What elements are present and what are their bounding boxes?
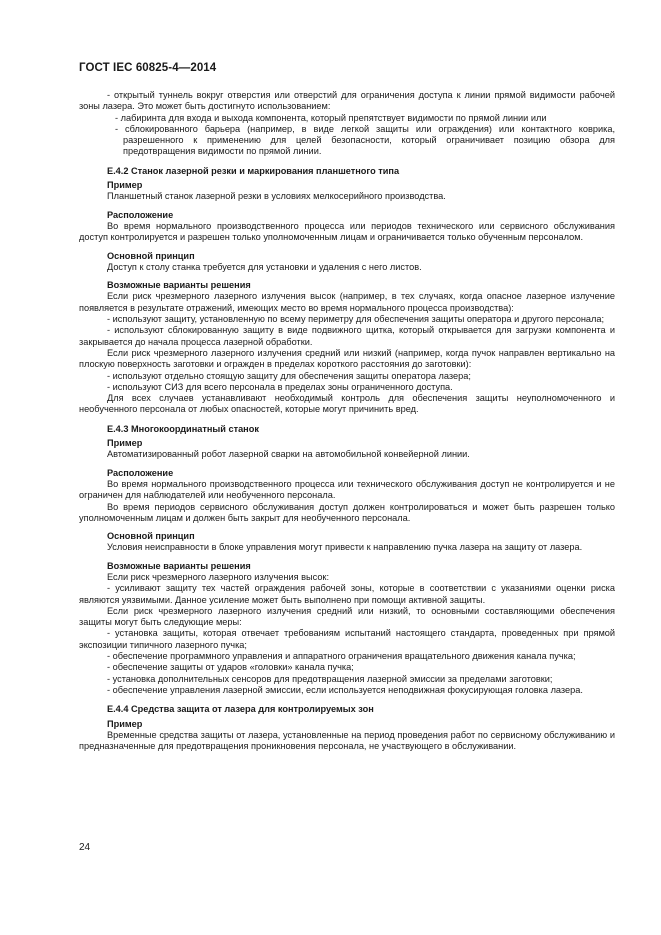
paragraph: Автоматизированный робот лазерной сварки на автомобильной конвейерной линии.	[107, 449, 470, 460]
section-title: Е.4.4 Средства защита от лазера для контролируемых зон	[107, 704, 374, 715]
list-item: - лабиринта для входа и выхода компонента, который препятствует видимости по прямой линии или	[115, 112, 547, 123]
list-item: - обеспечение управления лазерной эмиссии, если используется неподвижная фокусирующая головка лазера.	[107, 684, 583, 695]
section-title: Е.4.2 Станок лазерной резки и маркирования планшетного типа	[107, 165, 400, 176]
list-item: - сблокированного барьера (например, в виде легкой защиты или ограждения) или контактного коврика, разрешенного к применению для целей безопасности, который ограничивает позицию обзора для предотвращения видимости по прямой линии.	[115, 123, 615, 157]
subheading-principle: Основной принцип	[107, 250, 195, 261]
subheading-example: Пример	[107, 438, 143, 449]
list-item: - установка дополнительных сенсоров для предотвращения лазерной эмиссии за пределами заготовки;	[107, 673, 553, 684]
paragraph: Планшетный станок лазерной резки в условиях мелкосерийного производства.	[107, 191, 446, 202]
subheading-solutions: Возможные варианты решения	[107, 560, 251, 571]
paragraph: Временные средства защиты от лазера, установленные на период проведения работ по сервисному обслуживанию и предназначенные для предотвращения проникновения персонала, не участвующего в обслуживании.	[79, 729, 615, 752]
paragraph: Во время нормального производственного процесса или технического обслуживания доступ не контролируется и не ограничен для наблюдателей или необученного персонала.	[79, 478, 615, 501]
paragraph: Во время нормального производственного процесса или периодов технического или сервисного обслуживания доступ контролируется и разрешен только уполномоченным лицам и ограничивается только обученным персоналом.	[79, 220, 615, 243]
paragraph: Для всех случаев устанавливают необходимый контроль для обеспечения защиты неуполномоченного и необученного персонала от любых опасностей, которые могут причинить вред.	[79, 393, 615, 415]
list-item: - используют СИЗ для всего персонала в пределах зоны ограниченного доступа.	[107, 381, 453, 392]
subheading-example: Пример	[107, 718, 143, 729]
paragraph: Во время периодов сервисного обслуживания доступ должен контролироваться и может быть разрешен только уполномоченным лицам и должен быть закрыт для необученного персонала.	[79, 501, 615, 523]
paragraph: Доступ к столу станка требуется для установки и удаления с него листов.	[107, 261, 422, 272]
subheading-solutions: Возможные варианты решения	[107, 280, 251, 291]
paragraph: Если риск чрезмерного лазерного излучения средний или низкий (например, когда пучок направлен вертикально на плоскую поверхность заготовки и огражден в пределах короткого расстояния до заготовки):	[79, 347, 615, 370]
paragraph: Если риск чрезмерного лазерного излучения высок (например, в тех случаях, когда опасное лазерное излучение появляется в результате отражений, имеющих место во время нормального процесса производства):	[79, 291, 615, 313]
subheading-location: Расположение	[107, 467, 174, 478]
subheading-principle: Основной принцип	[107, 531, 195, 542]
paragraph: - открытый туннель вокруг отверстия или отверстий для ограничения доступа к линии прямой видимости рабочей зоны лазера. Это может быть достигнуто использованием:	[79, 90, 615, 112]
list-item: - установка защиты, которая отвечает требованиям испытаний настоящего стандарта, проведенных при прямой экспозиции типичного лазерного пучка;	[79, 628, 615, 650]
page-number: 24	[79, 842, 91, 853]
list-item: - обеспечение программного управления и аппаратного ограничения вращательного движения канала пучка;	[107, 651, 576, 662]
paragraph: Если риск чрезмерного лазерного излучения средний или низкий, то основными составляющими обеспечения защиты могут быть следующие меры:	[79, 605, 615, 628]
subheading-location: Расположение	[107, 209, 174, 220]
section-title: Е.4.3 Многокоординатный станок	[107, 423, 259, 434]
document-header: ГОСТ IEC 60825-4—2014	[79, 62, 217, 74]
list-item: - используют сблокированную защиту в виде подвижного щитка, который открывается для загрузки компонента и закрывается до начала процесса лазерной обработки.	[79, 325, 615, 347]
document-body	[79, 90, 615, 752]
subheading-example: Пример	[107, 180, 143, 191]
paragraph: Условия неисправности в блоке управления могут привести к направлению пучка лазера на защиту от лазера.	[107, 542, 583, 553]
list-item: - усиливают защиту тех частей ограждения рабочей зоны, которые в соответствии с указаниями оценки риска являются уязвимыми. Данное усиление может быть выполнено при помощи активной защиты.	[79, 583, 615, 605]
list-item: - используют защиту, установленную по всему периметру для обеспечения защиты оператора и другого персонала;	[107, 314, 605, 325]
list-item: - обеспечение защиты от ударов «головки» канала пучка;	[107, 662, 354, 673]
list-item: - используют отдельно стоящую защиту для обеспечения защиты оператора лазера;	[107, 370, 471, 381]
paragraph: Если риск чрезмерного лазерного излучения высок:	[107, 571, 329, 582]
